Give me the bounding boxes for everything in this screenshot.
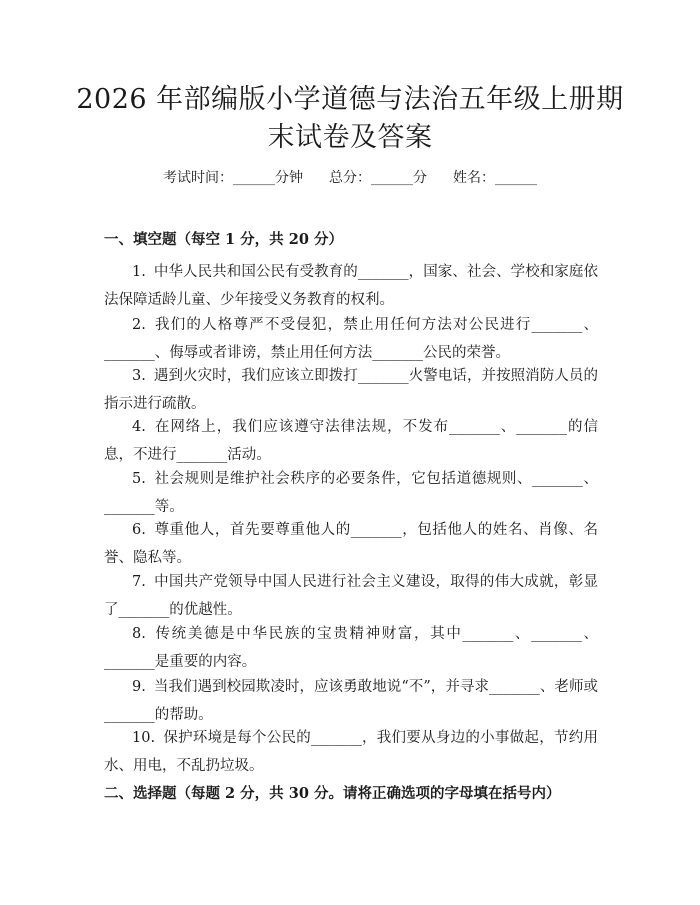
question-number: 10. bbox=[132, 730, 156, 746]
question-text: 中华人民共和国公民有受教育的_______，国家、社会、学校和家庭依法保障适龄儿童、少年接受义务教育的权利。 bbox=[104, 264, 598, 308]
question-8 bbox=[104, 620, 598, 676]
exam-time-field: 考试时间：______分钟 bbox=[163, 170, 303, 186]
question-6 bbox=[104, 516, 598, 572]
question-number: 8. bbox=[132, 626, 146, 642]
question-4 bbox=[104, 413, 598, 469]
question-10 bbox=[104, 724, 598, 780]
question-text: 遇到火灾时，我们应该立即拨打_______火警电话，并按照消防人员的指示进行疏散。 bbox=[104, 368, 598, 412]
question-number: 1. bbox=[132, 264, 146, 280]
question-text: 当我们遇到校园欺凌时，应该勇敢地说“不”，并寻求_______、老师或_______的帮助。 bbox=[104, 679, 598, 723]
question-text: 中国共产党领导中国人民进行社会主义建设，取得的伟大成就，彰显了_______的优越性。 bbox=[104, 574, 598, 618]
question-number: 3. bbox=[132, 368, 146, 384]
exam-title-line2: 末试卷及答案 bbox=[267, 122, 433, 153]
question-number: 4. bbox=[132, 419, 146, 435]
question-number: 6. bbox=[132, 522, 146, 538]
question-text: 传统美德是中华民族的宝贵精神财富，其中_______、_______、_______是重要的内容。 bbox=[104, 626, 598, 670]
section1-heading: 一、填空题（每空 1 分，共 20 分） bbox=[104, 231, 343, 248]
question-number: 7. bbox=[132, 574, 146, 590]
question-text: 社会规则是维护社会秩序的必要条件，它包括道德规则、_______、_______等。 bbox=[104, 471, 598, 515]
question-text: 在网络上，我们应该遵守法律法规，不发布_______、_______的信息，不进行_______活动。 bbox=[104, 419, 598, 463]
total-score-field: 总分：______分 bbox=[329, 170, 427, 186]
question-number: 2. bbox=[132, 317, 146, 333]
question-1 bbox=[104, 258, 598, 314]
question-5 bbox=[104, 465, 598, 521]
exam-info-row bbox=[0, 168, 700, 188]
question-9 bbox=[104, 673, 598, 729]
question-number: 5. bbox=[132, 471, 146, 487]
question-text: 保护环境是每个公民的_______，我们要从身边的小事做起，节约用水、用电，不乱扔垃圾。 bbox=[104, 730, 598, 774]
question-text: 我们的人格尊严不受侵犯，禁止用任何方法对公民进行_______、_______、侮辱或者诽谤，禁止用任何方法_______公民的荣誉。 bbox=[104, 317, 598, 361]
exam-title-line1: 2026 年部编版小学道德与法治五年级上册期 bbox=[76, 84, 624, 115]
question-number: 9. bbox=[132, 679, 146, 695]
section2-heading: 二、选择题（每题 2 分，共 30 分。请将正确选项的字母填在括号内） bbox=[104, 785, 561, 802]
student-name-field: 姓名：______ bbox=[453, 170, 537, 186]
question-7 bbox=[104, 568, 598, 624]
question-text: 尊重他人，首先要尊重他人的_______，包括他人的姓名、肖像、名誉、隐私等。 bbox=[104, 522, 598, 566]
question-3 bbox=[104, 362, 598, 418]
question-2 bbox=[104, 311, 598, 367]
